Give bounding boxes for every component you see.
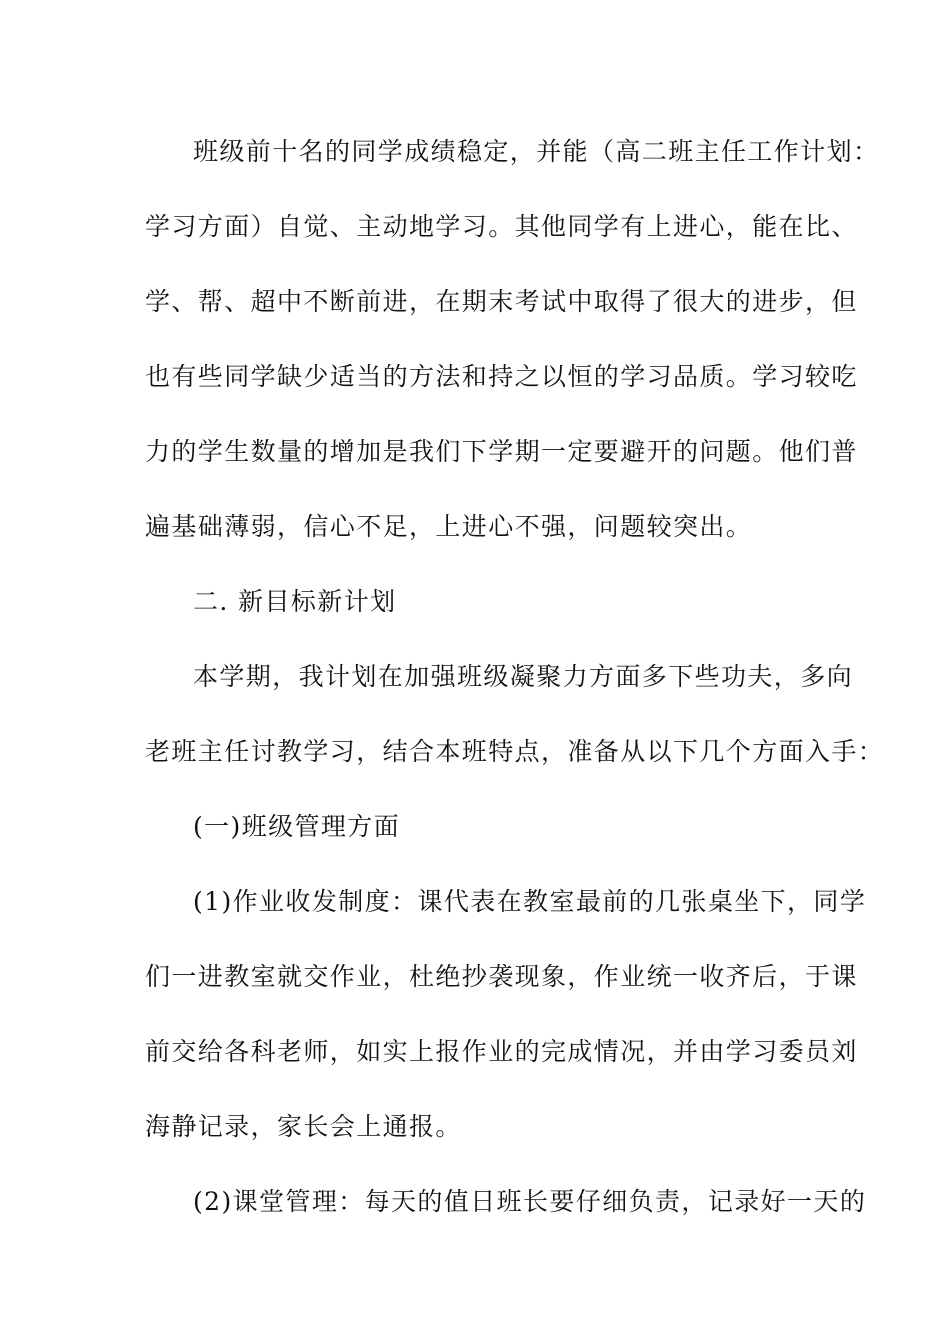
paragraph-2-line-2: 老班主任讨教学习，结合本班特点，准备从以下几个方面入手： <box>145 737 885 766</box>
paragraph-1-line-1: 班级前十名的同学成绩稳定，并能（高二班主任工作计划： <box>193 137 880 166</box>
item-1-line-1: (1)作业收发制度：课代表在教室最前的几张桌坐下，同学 <box>193 887 867 916</box>
subsection-heading: (一)班级管理方面 <box>193 812 401 841</box>
item-1-line-3: 前交给各科老师，如实上报作业的完成情况，并由学习委员刘 <box>145 1037 858 1066</box>
item-2-line-1: (2)课堂管理：每天的值日班长要仔细负责，记录好一天的 <box>193 1187 867 1216</box>
item-1-line-4: 海静记录，家长会上通报。 <box>145 1112 462 1141</box>
paragraph-1-line-6: 遍基础薄弱，信心不足，上进心不强，问题较突出。 <box>145 512 753 541</box>
paragraph-1-line-5: 力的学生数量的增加是我们下学期一定要避开的问题。他们普 <box>145 437 858 466</box>
paragraph-1-line-2: 学习方面）自觉、主动地学习。其他同学有上进心，能在比、 <box>145 212 858 241</box>
paragraph-1-line-4: 也有些同学缺少适当的方法和持之以恒的学习品质。学习较吃 <box>145 362 858 391</box>
paragraph-2-line-1: 本学期，我计划在加强班级凝聚力方面多下些功夫，多向 <box>193 662 854 691</box>
paragraph-1-line-3: 学、帮、超中不断前进，在期末考试中取得了很大的进步，但 <box>145 287 858 316</box>
section-heading: 二. 新目标新计划 <box>193 587 397 616</box>
item-1-line-2: 们一进教室就交作业，杜绝抄袭现象，作业统一收齐后，于课 <box>145 962 858 991</box>
